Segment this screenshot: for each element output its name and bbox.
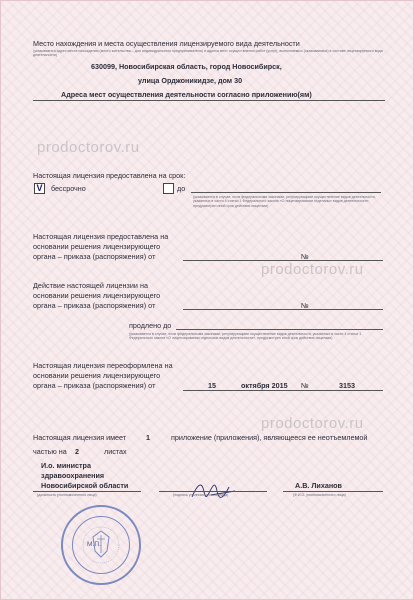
position-caption: (должность уполномоченного лица): [37, 493, 97, 497]
watermark-bottom: prodoctorov.ru: [261, 415, 364, 432]
reissued-line-3: органа – приказа (распоряжения) от: [33, 381, 156, 390]
signer-position-1: И.о. министра: [41, 461, 91, 470]
annex-sheets-label: листах: [104, 447, 127, 456]
annex-sheets: 2: [75, 447, 79, 456]
reissued-month-year: октября 2015: [241, 381, 288, 390]
extended-line-3: органа – приказа (распоряжения) от: [33, 301, 156, 310]
watermark-middle: prodoctorov.ru: [261, 261, 364, 278]
annex-part-label: частью на: [33, 447, 67, 456]
address-line-3: Адреса мест осуществления деятельности согласно приложению(ям): [61, 90, 312, 99]
term-label: Настоящая лицензия предоставлена на срок:: [33, 171, 186, 180]
extended-number-label: №: [301, 301, 309, 310]
seal-emblem-icon: [63, 507, 139, 583]
mp-label: М.П.: [87, 541, 101, 548]
reissued-line-1: Настоящая лицензия переоформлена на: [33, 361, 173, 370]
prolonged-label: продлено до: [129, 321, 172, 330]
granted-line-1: Настоящая лицензия предоставлена на: [33, 232, 169, 241]
annex-count: 1: [146, 433, 150, 442]
signature-caption: (подпись уполномоченного лица): [173, 493, 229, 497]
location-heading: Место нахождения и места осуществления лицензируемого вида деятельности: [33, 39, 300, 48]
annex-text-before: Настоящая лицензия имеет: [33, 433, 127, 442]
name-caption: (Ф.И.О. уполномоченного лица): [293, 493, 346, 497]
term-small-note: (указывается в случае, если федеральными законами, регулирующими осуществление видов деятельности, указанных в части 4 статьи 1 Федерального закона «О лицензировании отдельных видов деятельности», предусмотрен иной срок действия лицензии): [193, 195, 376, 208]
address-line-1: 630099, Новосибирская область, город Новосибирск,: [91, 62, 282, 71]
address-underline: [33, 100, 385, 101]
location-small-note: (указываются адрес места нахождения (место жительства – для индивидуального предпринимателя) и адреса мест осуществления работ (услуг), выполняемых (оказываемых) в составе лицензируемого вида деятельности): [33, 49, 383, 58]
signer-position-2: здравоохранения: [41, 471, 105, 480]
name-underline: [283, 491, 383, 492]
until-label: до: [177, 184, 186, 193]
reissued-line-2: основании решения лицензирующего: [33, 371, 161, 380]
reissued-day: 15: [208, 381, 216, 390]
indefinite-label: бессрочно: [51, 184, 86, 193]
watermark-top: prodoctorov.ru: [37, 139, 140, 156]
signer-name: А.В. Лиханов: [295, 481, 342, 490]
address-line-2: улица Орджоникидзе, дом 30: [138, 76, 243, 85]
until-checkbox[interactable]: [163, 183, 174, 194]
indefinite-checkbox[interactable]: V: [34, 183, 45, 194]
extended-line-1: Действие настоящей лицензии на: [33, 281, 149, 290]
signature-underline: [159, 491, 267, 492]
reissued-number-label: №: [301, 381, 309, 390]
signer-position-3: Новосибирской области: [41, 481, 129, 490]
granted-line-3: органа – приказа (распоряжения) от: [33, 252, 156, 261]
granted-number-label: №: [301, 252, 309, 261]
granted-line-2: основании решения лицензирующего: [33, 242, 161, 251]
until-underline: [191, 192, 381, 193]
reissued-underline: [183, 390, 383, 391]
reissued-number: 3153: [339, 381, 355, 390]
extended-small-note: (указывается в случае, если федеральными законами, регулирующими осуществление видов деятельности, указанных в части 4 статьи 1 Федерального закона «О лицензировании отдельных видов деятельности», предусмотрен иной срок действия лицензии): [129, 332, 362, 341]
official-seal: [61, 505, 141, 585]
annex-text-after: приложение (приложения), являющееся ее неотъемлемой: [171, 433, 368, 442]
extended-underline: [183, 309, 383, 310]
position-underline: [33, 491, 141, 492]
extended-line-2: основании решения лицензирующего: [33, 291, 161, 300]
prolonged-underline: [176, 329, 383, 330]
